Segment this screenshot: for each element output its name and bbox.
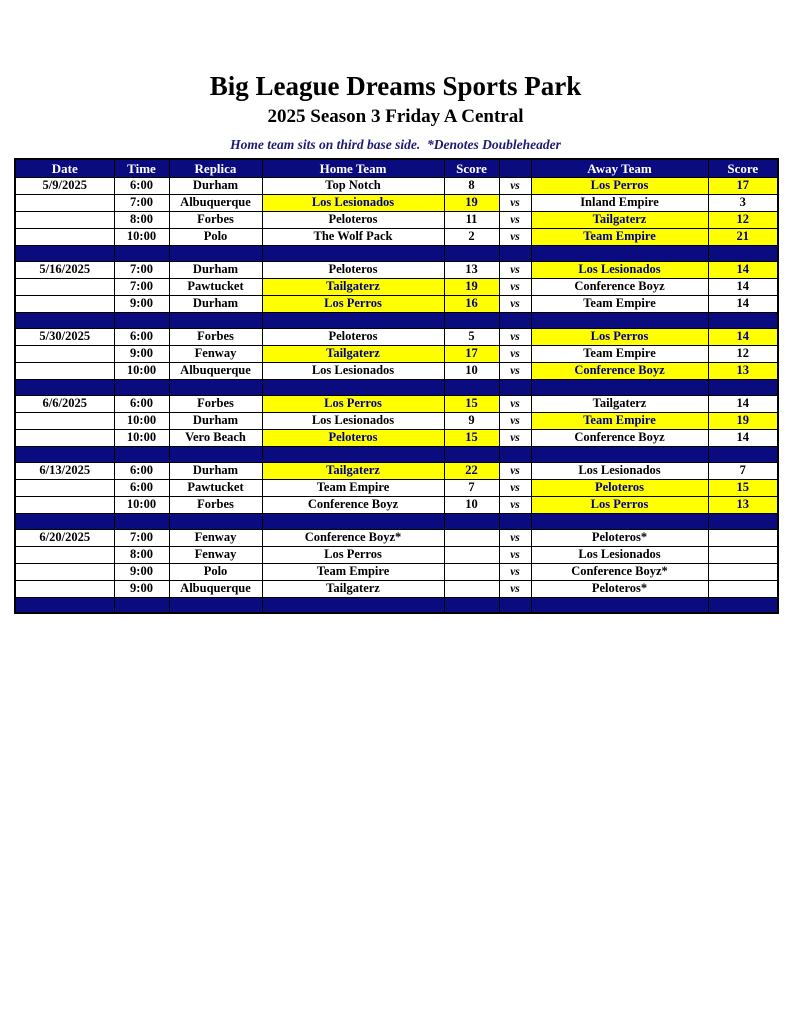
game-row: [15, 328, 778, 345]
time-cell: 6:00: [114, 462, 169, 479]
game-row: [15, 228, 778, 245]
home-team-cell: Tailgaterz: [262, 580, 444, 597]
separator-cell: [531, 513, 708, 529]
date-cell: 5/16/2025: [15, 261, 114, 278]
away-team-cell: Peloteros*: [531, 529, 708, 546]
date-cell: 6/13/2025: [15, 462, 114, 479]
vs-cell: vs: [499, 479, 531, 496]
replica-cell: Durham: [169, 261, 262, 278]
separator-cell: [15, 245, 114, 261]
table-body: [15, 177, 778, 613]
game-row: [15, 261, 778, 278]
home-score-cell: [444, 580, 499, 597]
separator-cell: [262, 245, 444, 261]
replica-cell: Forbes: [169, 328, 262, 345]
home-score-cell: 2: [444, 228, 499, 245]
replica-cell: Albuquerque: [169, 580, 262, 597]
away-team-cell: Los Perros: [531, 177, 708, 194]
time-cell: 9:00: [114, 563, 169, 580]
replica-cell: Forbes: [169, 211, 262, 228]
away-score-cell: 7: [708, 462, 778, 479]
time-cell: 6:00: [114, 479, 169, 496]
away-team-cell: Inland Empire: [531, 194, 708, 211]
game-row: [15, 479, 778, 496]
away-score-cell: 14: [708, 429, 778, 446]
home-team-cell: Tailgaterz: [262, 278, 444, 295]
vs-cell: vs: [499, 278, 531, 295]
separator-cell: [708, 312, 778, 328]
away-score-cell: 13: [708, 496, 778, 513]
date-cell: [15, 228, 114, 245]
away-score-cell: [708, 580, 778, 597]
replica-cell: Polo: [169, 228, 262, 245]
vs-cell: vs: [499, 211, 531, 228]
time-cell: 8:00: [114, 211, 169, 228]
separator-cell: [15, 312, 114, 328]
separator-cell: [708, 245, 778, 261]
away-team-cell: Peloteros: [531, 479, 708, 496]
away-team-cell: Los Perros: [531, 496, 708, 513]
separator-cell: [499, 513, 531, 529]
replica-cell: Pawtucket: [169, 278, 262, 295]
replica-cell: Fenway: [169, 345, 262, 362]
replica-cell: Polo: [169, 563, 262, 580]
away-score-cell: 14: [708, 328, 778, 345]
vs-cell: vs: [499, 328, 531, 345]
separator-cell: [708, 597, 778, 613]
vs-cell: vs: [499, 194, 531, 211]
separator-cell: [114, 446, 169, 462]
separator-cell: [114, 513, 169, 529]
separator-cell: [169, 379, 262, 395]
separator-cell: [15, 379, 114, 395]
game-row: [15, 529, 778, 546]
game-row: [15, 295, 778, 312]
date-cell: [15, 362, 114, 379]
vs-cell: vs: [499, 580, 531, 597]
separator-cell: [444, 513, 499, 529]
game-row: [15, 278, 778, 295]
date-cell: [15, 580, 114, 597]
time-cell: 8:00: [114, 546, 169, 563]
away-score-cell: 12: [708, 345, 778, 362]
away-team-cell: Conference Boyz: [531, 429, 708, 446]
time-cell: 10:00: [114, 362, 169, 379]
home-team-cell: Los Lesionados: [262, 194, 444, 211]
home-team-cell: Team Empire: [262, 479, 444, 496]
game-row: [15, 580, 778, 597]
separator-row: [15, 245, 778, 261]
vs-cell: vs: [499, 228, 531, 245]
time-cell: 10:00: [114, 496, 169, 513]
away-team-cell: Team Empire: [531, 412, 708, 429]
replica-cell: Albuquerque: [169, 362, 262, 379]
time-cell: 7:00: [114, 278, 169, 295]
time-cell: 10:00: [114, 429, 169, 446]
separator-cell: [708, 513, 778, 529]
vs-cell: vs: [499, 345, 531, 362]
separator-cell: [708, 379, 778, 395]
home-score-cell: 22: [444, 462, 499, 479]
home-score-cell: 13: [444, 261, 499, 278]
home-team-cell: The Wolf Pack: [262, 228, 444, 245]
away-score-cell: 14: [708, 295, 778, 312]
away-score-cell: 3: [708, 194, 778, 211]
replica-cell: Pawtucket: [169, 479, 262, 496]
away-team-cell: Tailgaterz: [531, 211, 708, 228]
separator-cell: [531, 312, 708, 328]
game-row: [15, 177, 778, 194]
time-cell: 7:00: [114, 261, 169, 278]
game-row: [15, 563, 778, 580]
column-header-score: Score: [444, 159, 499, 177]
game-row: [15, 211, 778, 228]
separator-row: [15, 513, 778, 529]
home-score-cell: 8: [444, 177, 499, 194]
separator-cell: [444, 597, 499, 613]
vs-cell: vs: [499, 362, 531, 379]
date-cell: [15, 563, 114, 580]
home-team-cell: Conference Boyz*: [262, 529, 444, 546]
separator-row: [15, 312, 778, 328]
date-cell: [15, 496, 114, 513]
separator-cell: [444, 446, 499, 462]
time-cell: 9:00: [114, 295, 169, 312]
away-score-cell: 17: [708, 177, 778, 194]
home-score-cell: 5: [444, 328, 499, 345]
away-team-cell: Team Empire: [531, 295, 708, 312]
away-team-cell: Los Lesionados: [531, 462, 708, 479]
home-team-cell: Peloteros: [262, 261, 444, 278]
away-score-cell: 19: [708, 412, 778, 429]
game-row: [15, 362, 778, 379]
separator-cell: [499, 245, 531, 261]
home-score-cell: 11: [444, 211, 499, 228]
header-row: [15, 159, 778, 177]
date-cell: 5/9/2025: [15, 177, 114, 194]
home-team-cell: Peloteros: [262, 211, 444, 228]
date-cell: [15, 429, 114, 446]
date-cell: [15, 278, 114, 295]
game-row: [15, 546, 778, 563]
home-score-cell: 15: [444, 429, 499, 446]
separator-cell: [531, 446, 708, 462]
separator-cell: [262, 597, 444, 613]
separator-cell: [15, 513, 114, 529]
home-team-cell: Tailgaterz: [262, 462, 444, 479]
home-score-cell: 7: [444, 479, 499, 496]
vs-cell: vs: [499, 261, 531, 278]
column-header-replica: Replica: [169, 159, 262, 177]
page-subtitle: 2025 Season 3 Friday A Central: [267, 105, 524, 127]
separator-cell: [169, 446, 262, 462]
away-score-cell: [708, 529, 778, 546]
column-header-vs: [499, 159, 531, 177]
separator-cell: [169, 312, 262, 328]
time-cell: 10:00: [114, 228, 169, 245]
home-team-cell: Peloteros: [262, 328, 444, 345]
separator-cell: [169, 597, 262, 613]
separator-cell: [262, 312, 444, 328]
date-cell: [15, 546, 114, 563]
separator-cell: [169, 513, 262, 529]
home-score-cell: 10: [444, 496, 499, 513]
separator-cell: [499, 379, 531, 395]
home-score-cell: 17: [444, 345, 499, 362]
home-team-cell: Tailgaterz: [262, 345, 444, 362]
date-cell: [15, 295, 114, 312]
home-score-cell: [444, 563, 499, 580]
separator-row: [15, 446, 778, 462]
home-score-cell: [444, 529, 499, 546]
away-team-cell: Los Lesionados: [531, 261, 708, 278]
separator-row: [15, 379, 778, 395]
home-score-cell: 19: [444, 194, 499, 211]
separator-cell: [15, 446, 114, 462]
vs-cell: vs: [499, 295, 531, 312]
date-cell: [15, 479, 114, 496]
home-score-cell: 10: [444, 362, 499, 379]
vs-cell: vs: [499, 177, 531, 194]
away-team-cell: Team Empire: [531, 345, 708, 362]
time-cell: 9:00: [114, 345, 169, 362]
column-header-date: Date: [15, 159, 114, 177]
home-team-cell: Los Perros: [262, 295, 444, 312]
vs-cell: vs: [499, 429, 531, 446]
home-team-cell: Los Perros: [262, 395, 444, 412]
home-score-cell: 9: [444, 412, 499, 429]
separator-cell: [499, 446, 531, 462]
schedule-table: [14, 158, 779, 614]
separator-cell: [114, 597, 169, 613]
replica-cell: Forbes: [169, 496, 262, 513]
column-header-time: Time: [114, 159, 169, 177]
date-cell: 6/6/2025: [15, 395, 114, 412]
separator-cell: [531, 245, 708, 261]
home-team-cell: Conference Boyz: [262, 496, 444, 513]
away-team-cell: Los Lesionados: [531, 546, 708, 563]
replica-cell: Fenway: [169, 529, 262, 546]
vs-cell: vs: [499, 529, 531, 546]
separator-cell: [708, 446, 778, 462]
column-header-score: Score: [708, 159, 778, 177]
date-cell: [15, 194, 114, 211]
replica-cell: Vero Beach: [169, 429, 262, 446]
date-cell: 6/20/2025: [15, 529, 114, 546]
separator-cell: [114, 245, 169, 261]
separator-cell: [262, 379, 444, 395]
separator-cell: [169, 245, 262, 261]
date-cell: [15, 211, 114, 228]
separator-cell: [499, 597, 531, 613]
separator-cell: [262, 513, 444, 529]
replica-cell: Fenway: [169, 546, 262, 563]
home-team-cell: Los Lesionados: [262, 412, 444, 429]
replica-cell: Durham: [169, 412, 262, 429]
separator-cell: [262, 446, 444, 462]
game-row: [15, 395, 778, 412]
separator-cell: [531, 597, 708, 613]
vs-cell: vs: [499, 412, 531, 429]
away-score-cell: 12: [708, 211, 778, 228]
separator-cell: [114, 379, 169, 395]
home-team-cell: Team Empire: [262, 563, 444, 580]
replica-cell: Durham: [169, 462, 262, 479]
vs-cell: vs: [499, 395, 531, 412]
home-team-cell: Los Lesionados: [262, 362, 444, 379]
separator-cell: [114, 312, 169, 328]
away-team-cell: Tailgaterz: [531, 395, 708, 412]
replica-cell: Durham: [169, 177, 262, 194]
away-score-cell: 15: [708, 479, 778, 496]
replica-cell: Forbes: [169, 395, 262, 412]
away-score-cell: [708, 546, 778, 563]
home-team-cell: Peloteros: [262, 429, 444, 446]
game-row: [15, 496, 778, 513]
away-team-cell: Los Perros: [531, 328, 708, 345]
game-row: [15, 429, 778, 446]
away-team-cell: Team Empire: [531, 228, 708, 245]
away-score-cell: 21: [708, 228, 778, 245]
time-cell: 10:00: [114, 412, 169, 429]
date-cell: [15, 345, 114, 362]
away-score-cell: 13: [708, 362, 778, 379]
home-team-cell: Top Notch: [262, 177, 444, 194]
page-title: Big League Dreams Sports Park: [209, 71, 582, 101]
away-score-cell: [708, 563, 778, 580]
separator-cell: [444, 312, 499, 328]
away-score-cell: 14: [708, 261, 778, 278]
away-team-cell: Conference Boyz: [531, 278, 708, 295]
replica-cell: Durham: [169, 295, 262, 312]
game-row: [15, 194, 778, 211]
home-score-cell: 16: [444, 295, 499, 312]
time-cell: 7:00: [114, 529, 169, 546]
separator-cell: [15, 597, 114, 613]
date-cell: 5/30/2025: [15, 328, 114, 345]
time-cell: 6:00: [114, 395, 169, 412]
replica-cell: Albuquerque: [169, 194, 262, 211]
separator-row: [15, 597, 778, 613]
vs-cell: vs: [499, 563, 531, 580]
vs-cell: vs: [499, 546, 531, 563]
date-cell: [15, 412, 114, 429]
schedule-note: Home team sits on third base side. *Denotes Doubleheader: [230, 136, 561, 152]
away-score-cell: 14: [708, 395, 778, 412]
separator-cell: [499, 312, 531, 328]
game-row: [15, 462, 778, 479]
table-header: [15, 159, 778, 177]
game-row: [15, 412, 778, 429]
vs-cell: vs: [499, 496, 531, 513]
home-score-cell: 15: [444, 395, 499, 412]
away-team-cell: Conference Boyz*: [531, 563, 708, 580]
column-header-home-team: Home Team: [262, 159, 444, 177]
away-score-cell: 14: [708, 278, 778, 295]
home-score-cell: 19: [444, 278, 499, 295]
home-team-cell: Los Perros: [262, 546, 444, 563]
away-team-cell: Conference Boyz: [531, 362, 708, 379]
time-cell: 9:00: [114, 580, 169, 597]
separator-cell: [444, 245, 499, 261]
vs-cell: vs: [499, 462, 531, 479]
separator-cell: [531, 379, 708, 395]
time-cell: 7:00: [114, 194, 169, 211]
game-row: [15, 345, 778, 362]
time-cell: 6:00: [114, 328, 169, 345]
home-score-cell: [444, 546, 499, 563]
column-header-away-team: Away Team: [531, 159, 708, 177]
separator-cell: [444, 379, 499, 395]
away-team-cell: Peloteros*: [531, 580, 708, 597]
time-cell: 6:00: [114, 177, 169, 194]
